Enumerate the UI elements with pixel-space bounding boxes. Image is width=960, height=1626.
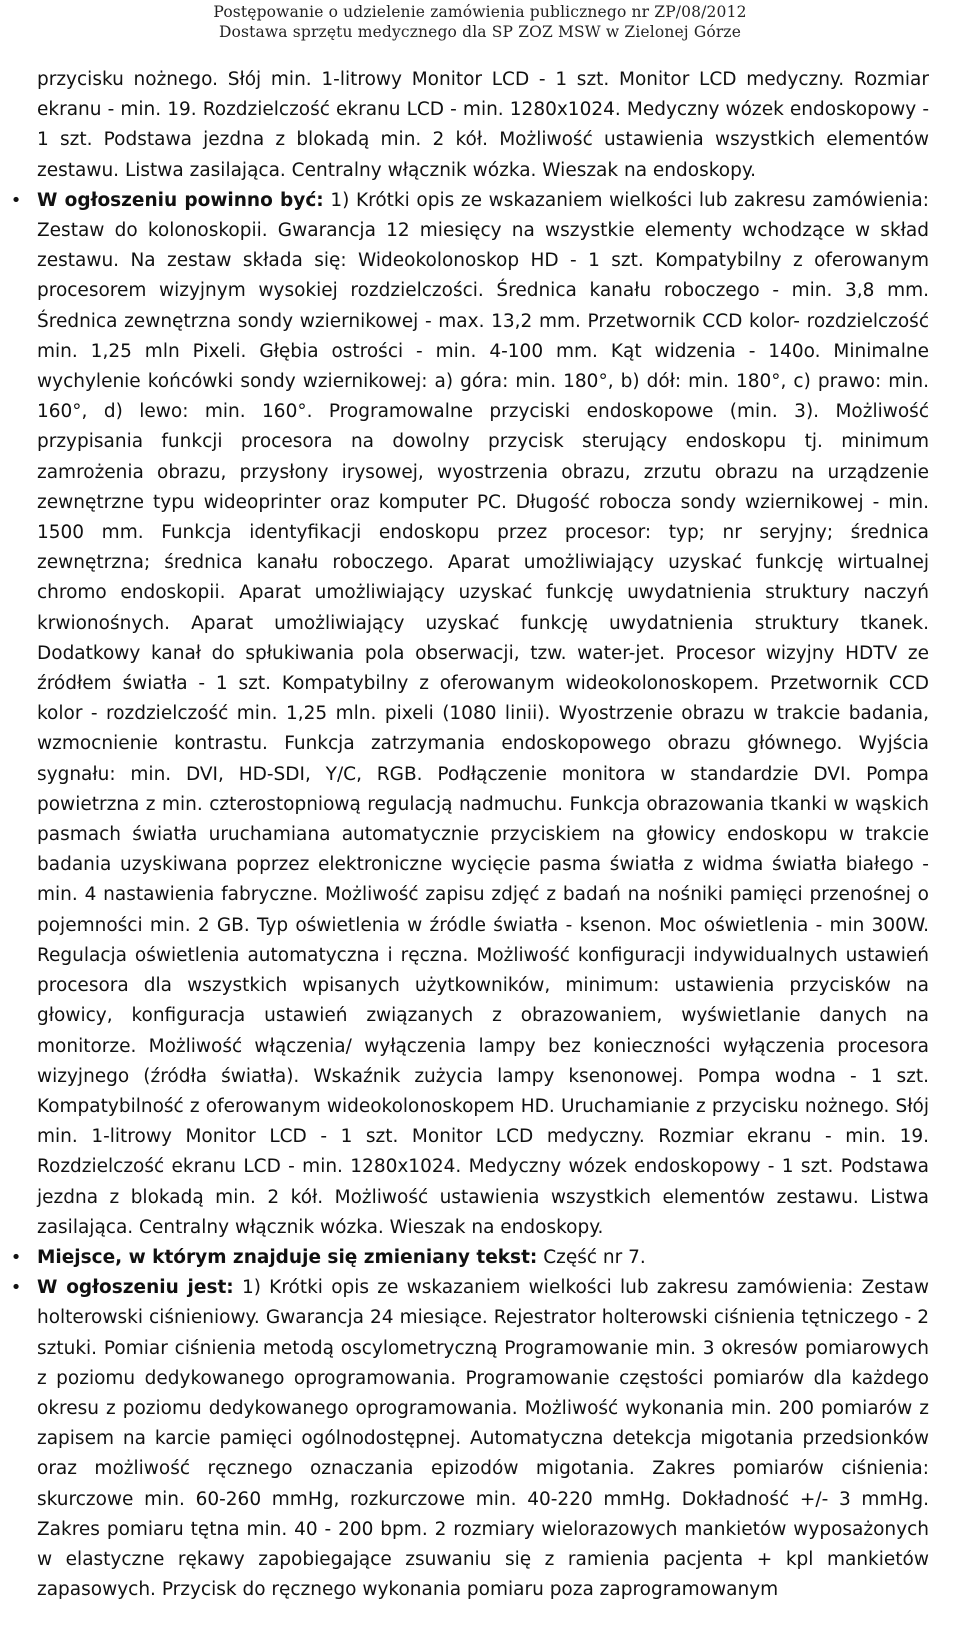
bullet-icon: • [10, 1246, 22, 1268]
page-header [0, 0, 960, 50]
bullet-item-location [10, 1243, 929, 1273]
document-body [10, 65, 929, 1605]
bullet-text: Część nr 7. [537, 1246, 646, 1268]
bullet-label: W ogłoszeniu jest: [37, 1277, 234, 1299]
bullet-item-should-be [10, 186, 929, 1243]
bullet-text: 1) Krótki opis ze wskazaniem wielkości lub zakresu zamówienia: Zestaw holterowski ciśnieniowy. Gwarancja 24 miesiące. Rejestrator holterowski ciśnienia tętniczego - 2 sztuki. Pomiar ciśnienia metodą oscylometryczną Programowanie min. 3 okresów pomiarowych z poziomu dedykowanego oprogramowania. Programowanie częstości pomiarów dla każdego okresu z poziomu dedykowanego oprogramowania. Możliwość wykonania min. 200 pomiarów z zapisem na karcie pamięci ogólnodostępnej. Automatyczna detekcja migotania przedsionków oraz możliwość ręcznego oznaczania epizodów migotania. Zakres pomiarów ciśnienia: skurczowe min. 60-260 mmHg, rozkurczowe min. 40-220 mmHg. Dokładność +/- 3 mmHg. Zakres pomiaru tętna min. 40 - 200 bpm. 2 rozmiary wielorazowych mankietów wyposażonych w elastyczne rękawy zapobiegające zsuwaniu się z ramienia pacjenta + kpl mankietów zapasowych. Przycisk do ręcznego wykonania pomiaru poza zaprogramowanym [37, 1277, 929, 1601]
bullet-label: W ogłoszeniu powinno być: [37, 189, 324, 211]
bullet-icon: • [10, 189, 22, 211]
bullet-item-current-text [10, 1273, 929, 1605]
bullet-icon: • [10, 1277, 22, 1299]
continued-paragraph: przycisku nożnego. Słój min. 1-litrowy Monitor LCD - 1 szt. Monitor LCD medyczny. Rozmiar ekranu - min. 19. Rozdzielczość ekranu LCD - min. 1280x1024. Medyczny wózek endoskopowy - 1 szt. Podstawa jezdna z blokadą min. 2 kół. Możliwość ustawienia wszystkich elementów zestawu. Listwa zasilająca. Centralny włącznik wózka. Wieszak na endoskopy. [37, 69, 929, 181]
bullet-label: Miejsce, w którym znajduje się zmieniany tekst: [37, 1246, 538, 1268]
header-line-2: Dostawa sprzętu medycznego dla SP ZOZ MSW w Zielonej Górze [218, 23, 742, 41]
header-line-1: Postępowanie o udzielenie zamówienia publicznego nr ZP/08/2012 [213, 3, 747, 21]
bullet-text: 1) Krótki opis ze wskazaniem wielkości lub zakresu zamówienia: Zestaw do kolonoskopii. Gwarancja 12 miesięcy na wszystkie elementy wchodzące w skład zestawu. Na zestaw składa się: Wideokolonoskop HD - 1 szt. Kompatybilny z oferowanym procesorem wizyjnym wysokiej rozdzielczości. Średnica kanału roboczego - min. 3,8 mm. Średnica zewnętrzna sondy wziernikowej - max. 13,2 mm. Przetwornik CCD kolor- rozdzielczość min. 1,25 mln Pixeli. Głębia ostrości - min. 4-100 mm. Kąt widzenia - 140o. Minimalne wychylenie końcówki sondy wziernikowej: a) góra: min. 180°, b) dół: min. 180°, c) prawo: min. 160°, d) lewo: min. 160°. Programowalne przyciski endoskopowe (min. 3). Możliwość przypisania funkcji procesora na dowolny przycisk sterujący endoskopu tj. minimum zamrożenia obrazu, przysłony irysowej, wyostrzenia obrazu, zrzutu obrazu na urządzenie zewnętrzne typu wideoprinter oraz komputer PC. Długość robocza sondy wziernikowej - min. 1500 mm. Funkcja identyfikacji endoskopu przez procesor: typ; nr seryjny; średnica zewnętrzna; średnica kanału roboczego. Aparat umożliwiający uzyskać funkcję wirtualnej chromo endoskopii. Aparat umożliwiający uzyskać funkcję uwydatnienia struktury naczyń krwionośnych. Aparat umożliwiający uzyskać funkcję uwydatnienia struktury tkanek. Dodatkowy kanał do spłukiwania pola obserwacji, tzw. water-jet. Procesor wizyjny HDTV ze źródłem światła - 1 szt. Kompatybilny z oferowanym wideokolonoskopem. Przetwornik CCD kolor - rozdzielczość min. 1,25 mln. pixeli (1080 linii). Wyostrzenie obrazu w trakcie badania, wzmocnienie kontrastu. Funkcja zatrzymania endoskopowego obrazu głównego. Wyjścia sygnału: min. DVI, HD-SDI, Y/C, RGB. Podłączenie monitora w standardzie DVI. Pompa powietrzna z min. czterostopniową regulacją nadmuchu. Funkcja obrazowania tkanki w wąskich pasmach światła uruchamiana automatycznie przyciskiem na głowicy endoskopu w trakcie badania uzyskiwana poprzez elektroniczne wycięcie pasma światła z widma światła białego - min. 4 nastawienia fabryczne. Możliwość zapisu zdjęć z badań na nośniki pamięci przenośnej o pojemności min. 2 GB. Typ oświetlenia w źródle światła - ksenon. Moc oświetlenia - min 300W. Regulacja oświetlenia automatyczna i ręczna. Możliwość konfiguracji indywidualnych ustawień procesora dla wszystkich wpisanych użytkowników, minimum: ustawienia przycisków na głowicy, konfiguracja ustawień związanych z obrazowaniem, wyświetlanie danych na monitorze. Możliwość włączenia/ wyłączenia lampy bez konieczności wyłączenia procesora wizyjnego (źródła światła). Wskaźnik zużycia lampy ksenonowej. Pompa wodna - 1 szt. Kompatybilność z oferowanym wideokolonoskopem HD. Uruchamianie z przycisku nożnego. Słój min. 1-litrowy Monitor LCD - 1 szt. Monitor LCD medyczny. Rozmiar ekranu - min. 19. Rozdzielczość ekranu LCD - min. 1280x1024. Medyczny wózek endoskopowy - 1 szt. Podstawa jezdna z blokadą min. 2 kół. Możliwość ustawienia wszystkich elementów zestawu. Listwa zasilająca. Centralny włącznik wózka. Wieszak na endoskopy. [37, 189, 929, 1238]
